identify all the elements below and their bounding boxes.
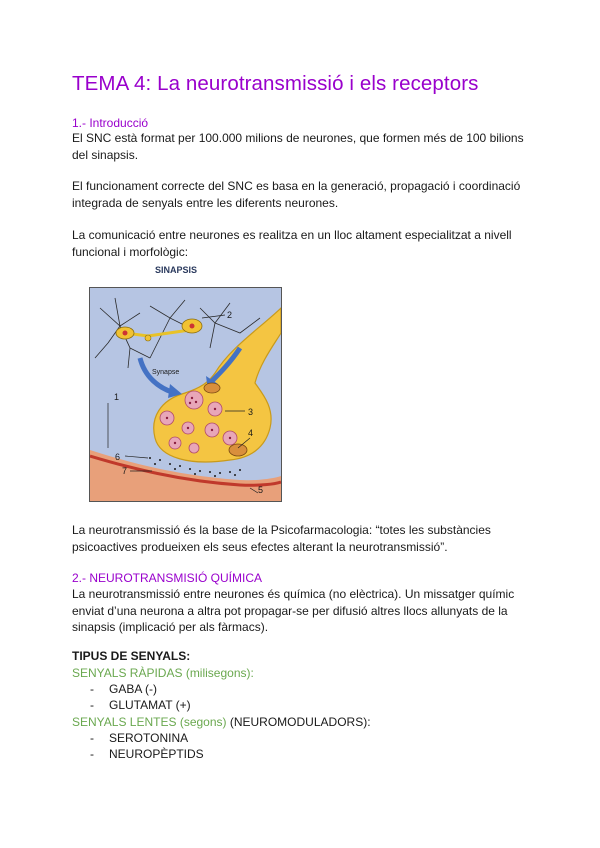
fast-signals-label: SENYALS RÀPIDAS (milisegons): — [72, 666, 254, 680]
page-title: TEMA 4: La neurotransmissió i els receptors — [72, 72, 479, 95]
paragraph-quimica: La neurotransmissió entre neurones és química (no elèctrica). Un missatger químic enviat d’una neurona a altra pot propagar-se per difusió altres llocs allunyats de la sinapsis (implicació per als fàrmacs). — [72, 587, 515, 634]
list-item-serotonina: SEROTONINA — [109, 731, 189, 745]
list-dash: - — [90, 731, 94, 745]
paragraph-comunicacio: La comunicació entre neurones es realitza en un lloc altament especialitzat a nivell funcional i morfològic: — [72, 228, 512, 259]
slow-signals-suffix: (NEUROMODULADORS): — [226, 715, 371, 729]
figure-number-4: 4 — [248, 428, 254, 438]
paragraph-snc: El SNC està format per 100.000 milions de neurones, que formen més de 100 bilions del sinapsis. — [72, 131, 524, 162]
synapse-figure — [89, 287, 282, 502]
slow-signals-line — [72, 714, 371, 730]
figure-number-2: 2 — [227, 310, 233, 320]
list-dash: - — [90, 682, 94, 696]
section-heading-neurotransmisio: 2.- NEUROTRANSMISIÓ QUÍMICA — [72, 571, 263, 585]
list-dash: - — [90, 747, 94, 761]
slow-signals-label: SENYALS LENTES (segons) — [72, 715, 227, 729]
list-item-gaba: GABA (-) — [109, 682, 158, 696]
list-item-glutamat: GLUTAMAT (+) — [109, 698, 191, 712]
figure-number-7: 7 — [122, 466, 128, 476]
figure-number-1: 1 — [114, 392, 120, 402]
list-item-neuropeptids: NEUROPÈPTIDS — [109, 747, 204, 761]
figure-label: SINAPSIS — [155, 265, 198, 275]
section-heading-introduccio: 1.- Introducció — [72, 116, 149, 130]
synapse-illustration — [90, 288, 281, 501]
figure-number-6: 6 — [115, 452, 121, 462]
list-dash: - — [90, 698, 94, 712]
tipus-heading: TIPUS DE SENYALS: — [72, 649, 191, 663]
figure-number-5: 5 — [258, 485, 264, 495]
paragraph-funcionament: El funcionament correcte del SNC es basa en la generació, propagació i coordinació integrada de senyals entre les diferents neurones. — [72, 179, 521, 210]
figure-number-3: 3 — [248, 407, 254, 417]
synapse-text: Synapse — [152, 369, 180, 376]
paragraph-psicofarmacologia: La neurotransmissió és la base de la Psicofarmacologia: “totes les substàncies psicoactives produeixen els seus efectes alterant la neurotransmissió”. — [72, 523, 491, 554]
